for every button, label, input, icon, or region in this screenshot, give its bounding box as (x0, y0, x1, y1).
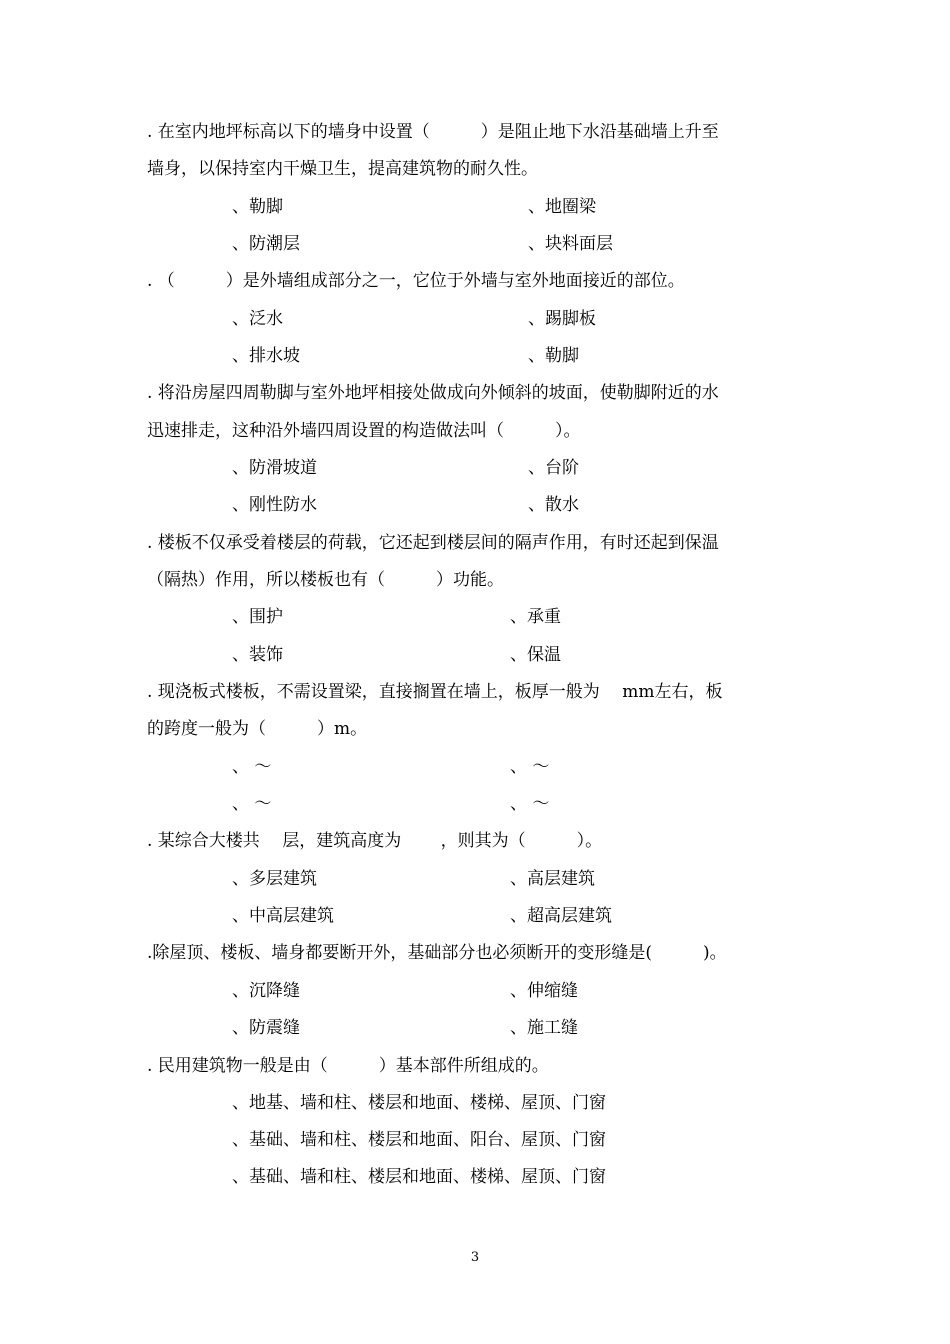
question-3-line-1: . 将沿房屋四周勒脚与室外地坪相接处做成向外倾斜的坡面，使勒脚附近的水 (147, 383, 719, 403)
question-7-option-d: 、施工缝 (510, 1018, 578, 1038)
question-3-option-b: 、台阶 (528, 458, 579, 478)
question-8-option-a: 、地基、墙和柱、楼层和地面、楼梯、屋顶、门窗 (232, 1093, 606, 1113)
question-4-line-1: . 楼板不仅承受着楼层的荷载，它还起到楼层间的隔声作用，有时还起到保温 (147, 533, 719, 553)
question-1-option-b: 、地圈梁 (528, 197, 596, 217)
question-3-line-2: 迅速排走，这种沿外墙四周设置的构造做法叫（ ）。 (147, 421, 581, 441)
question-4-option-b: 、承重 (510, 607, 561, 627)
question-4-option-c: 、装饰 (232, 645, 283, 665)
question-1-line-2: 墙身，以保持室内干燥卫生，提高建筑物的耐久性。 (147, 159, 538, 179)
question-7-line-1: .除屋顶、楼板、墙身都要断开外，基础部分也必须断开的变形缝是( )。 (147, 943, 727, 963)
question-1-option-a: 、勒脚 (232, 197, 283, 217)
question-3-option-d: 、散水 (528, 495, 579, 515)
question-8-option-b: 、基础、墙和柱、楼层和地面、阳台、屋顶、门窗 (232, 1130, 606, 1150)
question-5-line-1: . 现浇板式楼板，不需设置梁，直接搁置在墙上，板厚一般为 mm左右，板 (147, 682, 723, 702)
question-6-option-d: 、超高层建筑 (510, 906, 612, 926)
question-5-option-a: 、 ～ (232, 757, 272, 777)
question-3-option-c: 、刚性防水 (232, 495, 317, 515)
question-4-option-a: 、围护 (232, 607, 283, 627)
question-2-option-c: 、排水坡 (232, 346, 300, 366)
question-7-option-b: 、伸缩缝 (510, 981, 578, 1001)
question-6-option-c: 、中高层建筑 (232, 906, 334, 926)
question-6-option-b: 、高层建筑 (510, 869, 595, 889)
question-8-line-1: . 民用建筑物一般是由（ ）基本部件所组成的。 (147, 1056, 549, 1076)
question-4-line-2: （隔热）作用，所以楼板也有（ ）功能。 (147, 570, 504, 590)
question-1-option-c: 、防潮层 (232, 234, 300, 254)
question-7-option-c: 、防震缝 (232, 1018, 300, 1038)
question-1-line-1: . 在室内地坪标高以下的墙身中设置（ ）是阻止地下水沿基础墙上升至 (147, 122, 719, 142)
question-1-option-d: 、块料面层 (528, 234, 613, 254)
question-5-option-c: 、 ～ (232, 794, 272, 814)
question-8-option-c: 、基础、墙和柱、楼层和地面、楼梯、屋顶、门窗 (232, 1167, 606, 1187)
question-5-line-2: 的跨度一般为（ ）m。 (147, 719, 368, 739)
question-6-line-1: . 某综合大楼共 层，建筑高度为 ，则其为（ ）。 (147, 831, 603, 851)
question-2-option-a: 、泛水 (232, 309, 283, 329)
question-2-option-d: 、勒脚 (528, 346, 579, 366)
question-7-option-a: 、沉降缝 (232, 981, 300, 1001)
question-4-option-d: 、保温 (510, 645, 561, 665)
question-5-option-d: 、 ～ (510, 794, 550, 814)
question-6-option-a: 、多层建筑 (232, 869, 317, 889)
question-2-option-b: 、踢脚板 (528, 309, 596, 329)
question-2-line-1: . （ ）是外墙组成部分之一，它位于外墙与室外地面接近的部位。 (147, 271, 685, 291)
question-3-option-a: 、防滑坡道 (232, 458, 317, 478)
page-number: 3 (470, 1250, 480, 1265)
question-5-option-b: 、 ～ (510, 757, 550, 777)
